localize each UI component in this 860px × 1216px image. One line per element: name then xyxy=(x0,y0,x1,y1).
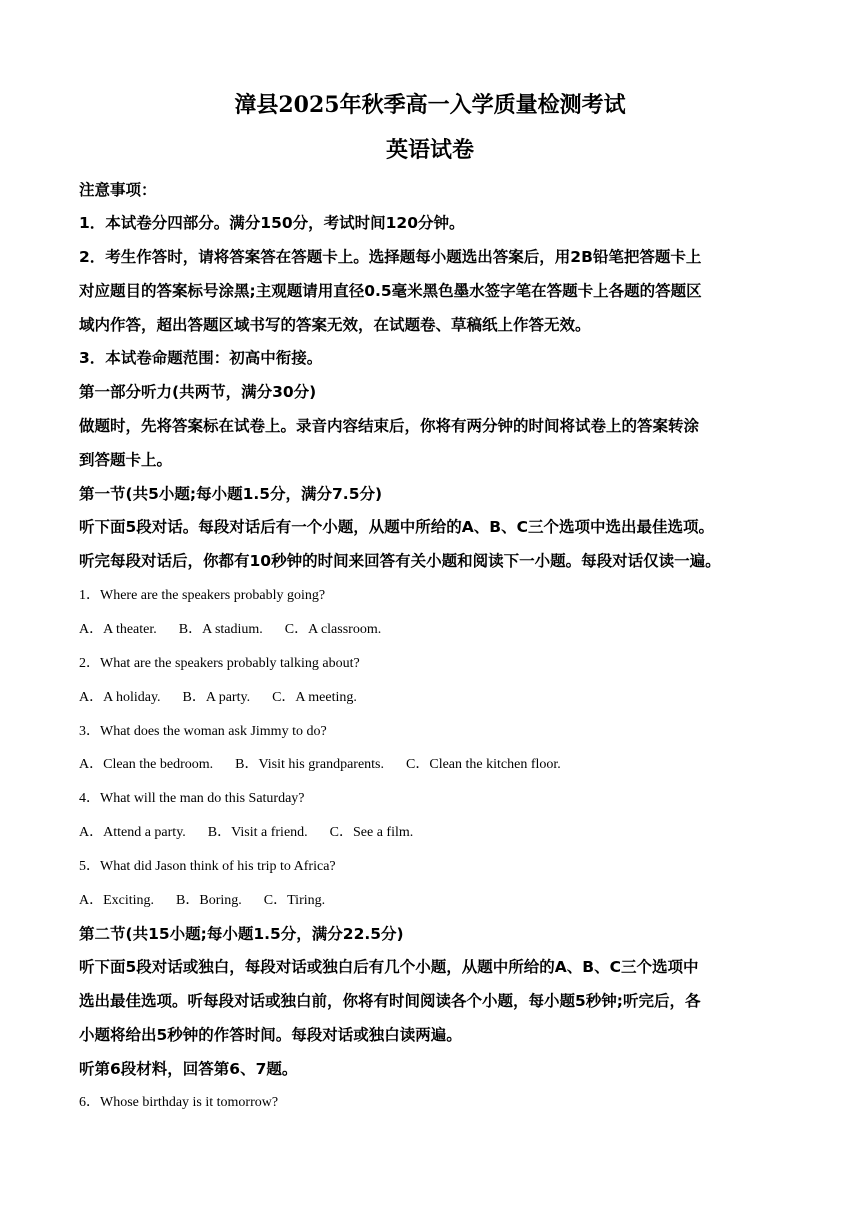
question-2: 2．What are the speakers probably talking about? xyxy=(79,656,360,671)
question-1: 1．Where are the speakers probably going? xyxy=(79,588,326,603)
section1-heading: 第一节(共5小题;每小题1.5分，满分7.5分) xyxy=(79,485,383,503)
option-a: A．Clean the bedroom. xyxy=(79,757,214,772)
option-a: A．Exciting. xyxy=(79,893,155,908)
section2-intro-line-1: 听下面5段对话或独白，每段对话或独白后有几个小题，从题中所给的A、B、C三个选项中 xyxy=(79,958,699,976)
section1-intro-line-1: 听下面5段对话。每段对话后有一个小题，从题中所给的A、B、C三个选项中选出最佳选项。 xyxy=(79,518,714,536)
section2-intro-line-3: 小题将给出5秒钟的作答时间。每段对话或独白读两遍。 xyxy=(79,1026,462,1044)
option-c: C．Tiring. xyxy=(263,893,326,908)
question-2-options xyxy=(79,686,379,706)
option-c: C．A classroom. xyxy=(284,622,382,637)
option-b: B．A party. xyxy=(182,690,251,705)
option-a: A．Attend a party. xyxy=(79,825,186,840)
note-2-line-3: 域内作答，超出答题区域书写的答案无效，在试题卷、草稿纸上作答无效。 xyxy=(79,316,591,334)
section2-heading: 第二节(共15小题;每小题1.5分，满分22.5分) xyxy=(79,925,404,943)
question-4: 4．What will the man do this Saturday? xyxy=(79,791,305,806)
question-3: 3．What does the woman ask Jimmy to do? xyxy=(79,724,327,739)
note-2-line-1: 2．考生作答时，请将答案答在答题卡上。选择题每小题选出答案后，用2B铅笔把答题卡上 xyxy=(79,248,702,266)
question-5-options xyxy=(79,889,347,909)
option-b: B．A stadium. xyxy=(178,622,263,637)
option-b: B．Visit a friend. xyxy=(207,825,308,840)
question-4-options xyxy=(79,821,435,841)
question-1-options xyxy=(79,618,403,638)
part1-intro-line-1: 做题时，先将答案标在试卷上。录音内容结束后，你将有两分钟的时间将试卷上的答案转涂 xyxy=(79,417,700,435)
section1-intro-line-2: 听完每段对话后，你都有10秒钟的时间来回答有关小题和阅读下一小题。每段对话仅读一遍。 xyxy=(79,552,721,570)
material-6-instruction: 听第6段材料，回答第6、7题。 xyxy=(79,1060,298,1078)
option-c: C．A meeting. xyxy=(272,690,357,705)
question-3-options xyxy=(79,753,583,773)
notes-heading: 注意事项： xyxy=(79,181,157,199)
part1-heading: 第一部分听力(共两节，满分30分) xyxy=(79,383,317,401)
option-c: C．Clean the kitchen floor. xyxy=(406,757,561,772)
question-5: 5．What did Jason think of his trip to Africa? xyxy=(79,859,336,874)
exam-title: 漳县2025年秋季高一入学质量检测考试 xyxy=(234,92,626,118)
option-c: C．See a film. xyxy=(329,825,414,840)
section2-intro-line-2: 选出最佳选项。听每段对话或独白前，你将有时间阅读各个小题，每小题5秒钟;听完后，各 xyxy=(79,992,701,1010)
part1-intro-line-2: 到答题卡上。 xyxy=(79,451,173,469)
note-2-line-2: 对应题目的答案标号涂黑;主观题请用直径0.5毫米黑色墨水签字笔在答题卡上各题的答题区 xyxy=(79,282,702,300)
question-6: 6．Whose birthday is it tomorrow? xyxy=(79,1095,279,1110)
note-3: 3．本试卷命题范围：初高中衔接。 xyxy=(79,349,323,367)
option-a: A．A theater. xyxy=(79,622,157,637)
option-b: B．Visit his grandparents. xyxy=(235,757,385,772)
option-b: B．Boring. xyxy=(176,893,242,908)
exam-subtitle: 英语试卷 xyxy=(385,137,474,163)
option-a: A．A holiday. xyxy=(79,690,161,705)
note-1: 1．本试卷分四部分。满分150分，考试时间120分钟。 xyxy=(79,214,465,232)
